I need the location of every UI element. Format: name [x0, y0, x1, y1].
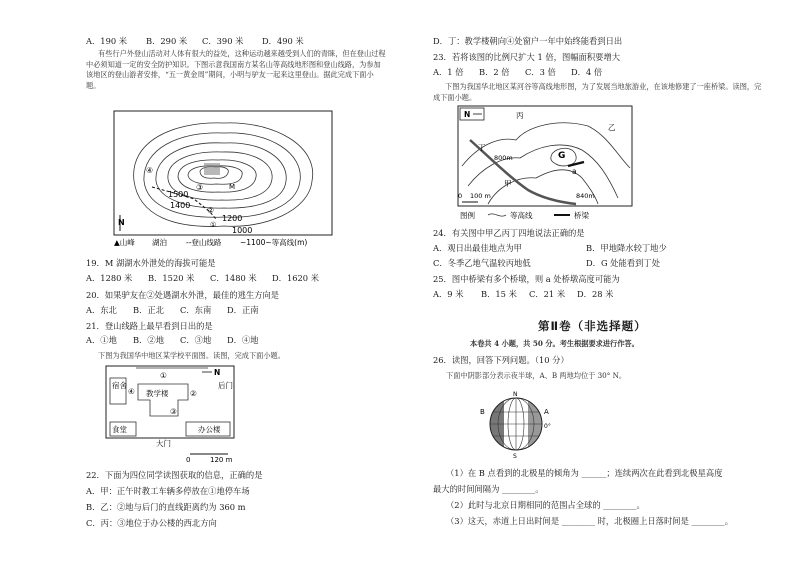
q19-options: A．1280 米 B．1520 米 C．1480 米 D．1620 米 [86, 273, 319, 283]
svg-text:图例: 图例 [460, 211, 475, 220]
svg-text:0°: 0° [544, 423, 551, 430]
north-arrow: N [118, 218, 125, 227]
point-1: ① [210, 221, 217, 229]
q26-intro: 下面中阴影部分表示夜半球，A、B 两地均位于 30° N。 [446, 371, 627, 380]
q22-option-a: A．甲：正午时教工车辆多停放在①地停车场 [86, 486, 250, 496]
q24-option-d: D．G 处能看到丁处 [586, 258, 660, 268]
svg-text:840m: 840m [576, 192, 595, 200]
svg-text:0: 0 [186, 456, 191, 464]
contour-1500: 1500 [168, 190, 189, 199]
svg-text:乙: 乙 [608, 123, 616, 132]
q22-option-b: B．乙：②地与后门的直线距离约为 360 m [86, 502, 246, 512]
svg-text:N: N [464, 110, 471, 119]
point-3: ③ [196, 183, 204, 192]
school-plan-map [106, 366, 246, 464]
q24-option-b: B．甲地降水较丁地少 [586, 243, 667, 253]
svg-text:大门: 大门 [156, 439, 171, 448]
svg-text:0: 0 [458, 192, 463, 200]
q25-stem: 25．图中桥梁有多个桥墩，则 a 处桥墩高度可能为 [433, 274, 620, 284]
svg-text:湖泊: 湖泊 [152, 238, 167, 247]
svg-text:丙: 丙 [516, 111, 524, 120]
svg-text:②: ② [190, 389, 197, 398]
q22-option-c: C．丙：③地位于办公楼的西北方向 [86, 518, 217, 528]
q25-options: A．9 米 B．15 米 C．21 米 D．28 米 [433, 289, 614, 299]
q26-part1-line1: （1）在 B 点看到的北极星的倾角为 ______；连续两次在此看到北极星高度 [446, 468, 723, 478]
svg-text:甲: 甲 [504, 179, 512, 188]
svg-text:a: a [572, 167, 577, 176]
q20-options: A．东北 B．正北 C．东南 D．正南 [86, 305, 259, 315]
svg-text:食堂: 食堂 [112, 425, 127, 434]
svg-text:后门: 后门 [218, 381, 233, 390]
svg-text:N: N [214, 368, 221, 377]
q19-stem: 19．M 湖湖水外泄处的海拔可能是 [86, 258, 216, 268]
school-intro: 下图为我国华中地区某学校平面图。读图，完成下面小题。 [98, 351, 285, 360]
svg-text:--登山线路: --登山线路 [186, 238, 222, 247]
svg-text:①: ① [160, 371, 167, 380]
q21-stem: 21．登山线路上最早看到日出的是 [86, 321, 213, 331]
q24-stem: 24．有关图中甲乙丙丁四地说法正确的是 [433, 228, 585, 238]
q20-stem: 20．如果驴友在②处遇湖水外泄，最佳的逃生方向是 [86, 290, 280, 300]
q21-options: A．①地 B．②地 C．③地 D．④地 [86, 335, 259, 345]
q24-option-c: C．冬季乙地气温较丙地低 [433, 258, 531, 268]
svg-text:120 m: 120 m [210, 456, 233, 464]
q26-stem: 26．读图，回答下列问题。（10 分） [433, 355, 569, 365]
mountain-intro: 有些行户外登山活动对人体有很大的益处，这种运动越来越受到人们的青睐，但在登山过程中必须知道一定的安全防护知识。下图示意我国南方某名山等高线地形图和登山线路，为参加该地区的登山游者安排，“五一黄金周”期间，小明与驴友一起来这里登山。据此完成下面小题。 [86, 49, 386, 90]
svg-text:▲山峰: ▲山峰 [114, 238, 135, 247]
svg-text:G: G [558, 151, 566, 161]
point-4: ④ [146, 166, 154, 175]
svg-text:③: ③ [170, 407, 177, 416]
svg-text:A: A [544, 408, 549, 416]
contour-1200: 1200 [222, 214, 243, 223]
mountain-contour-map [114, 111, 332, 249]
svg-text:教学楼: 教学楼 [146, 389, 169, 398]
section-note: 本卷共 4 小题，共 50 分。考生根据要求进行作答。 [470, 339, 639, 348]
globe-diagram [478, 390, 558, 460]
bridge-intro: 下图为我国华北地区某河谷等高线地形图，为了发展当地旅游业，在该地修建了一座桥梁。读图，完成下面小题。 [433, 82, 762, 102]
svg-text:S: S [513, 453, 517, 460]
svg-text:④: ④ [128, 387, 135, 396]
q24-option-a: A．观日出最佳地点为甲 [433, 243, 522, 253]
svg-text:丁: 丁 [478, 143, 486, 152]
point-2: ② [207, 206, 215, 215]
q23-stem: 23．若将该图的比例尺扩大 1 倍，图幅面积要增大 [433, 52, 621, 62]
q26-part1-line2: 最大的时间间隔为 ________。 [433, 484, 544, 494]
svg-text:N: N [513, 391, 518, 398]
prev-question-options: A．190 米 B．290 米 C．390 米 D．490 米 [86, 36, 304, 46]
svg-text:800m: 800m [494, 154, 513, 162]
contour-1400: 1400 [170, 201, 191, 210]
section-title: 第Ⅱ卷（非选择题） [538, 319, 647, 333]
contour-1000: 1000 [232, 226, 253, 235]
svg-text:100 m: 100 m [470, 192, 491, 200]
q26-part2: （2）此时与北京日期相同的范围占全球的 ________。 [446, 500, 645, 510]
q22-stem: 22．下面为四位同学读图获取的信息，正确的是 [86, 470, 263, 480]
q23-options: A．1 倍 B．2 倍 C．3 倍 D．4 倍 [433, 67, 603, 77]
q26-part3: （3）这天，赤道上日出时间是 ________ 时，北极圈上日落时间是 ________。 [446, 516, 733, 526]
valley-contour-map [458, 106, 648, 220]
svg-text:宿舍: 宿舍 [112, 381, 127, 390]
svg-text:~1100~等高线(m): ~1100~等高线(m) [240, 238, 308, 247]
q22-option-d: D．丁：教学楼朝向④处窗户一年中始终能看到日出 [433, 36, 623, 46]
svg-text:办公楼: 办公楼 [198, 425, 221, 434]
lake-m: M [229, 183, 236, 191]
svg-text:等高线: 等高线 [510, 211, 533, 220]
svg-text:桥梁: 桥梁 [574, 211, 589, 220]
svg-text:B: B [480, 408, 485, 416]
